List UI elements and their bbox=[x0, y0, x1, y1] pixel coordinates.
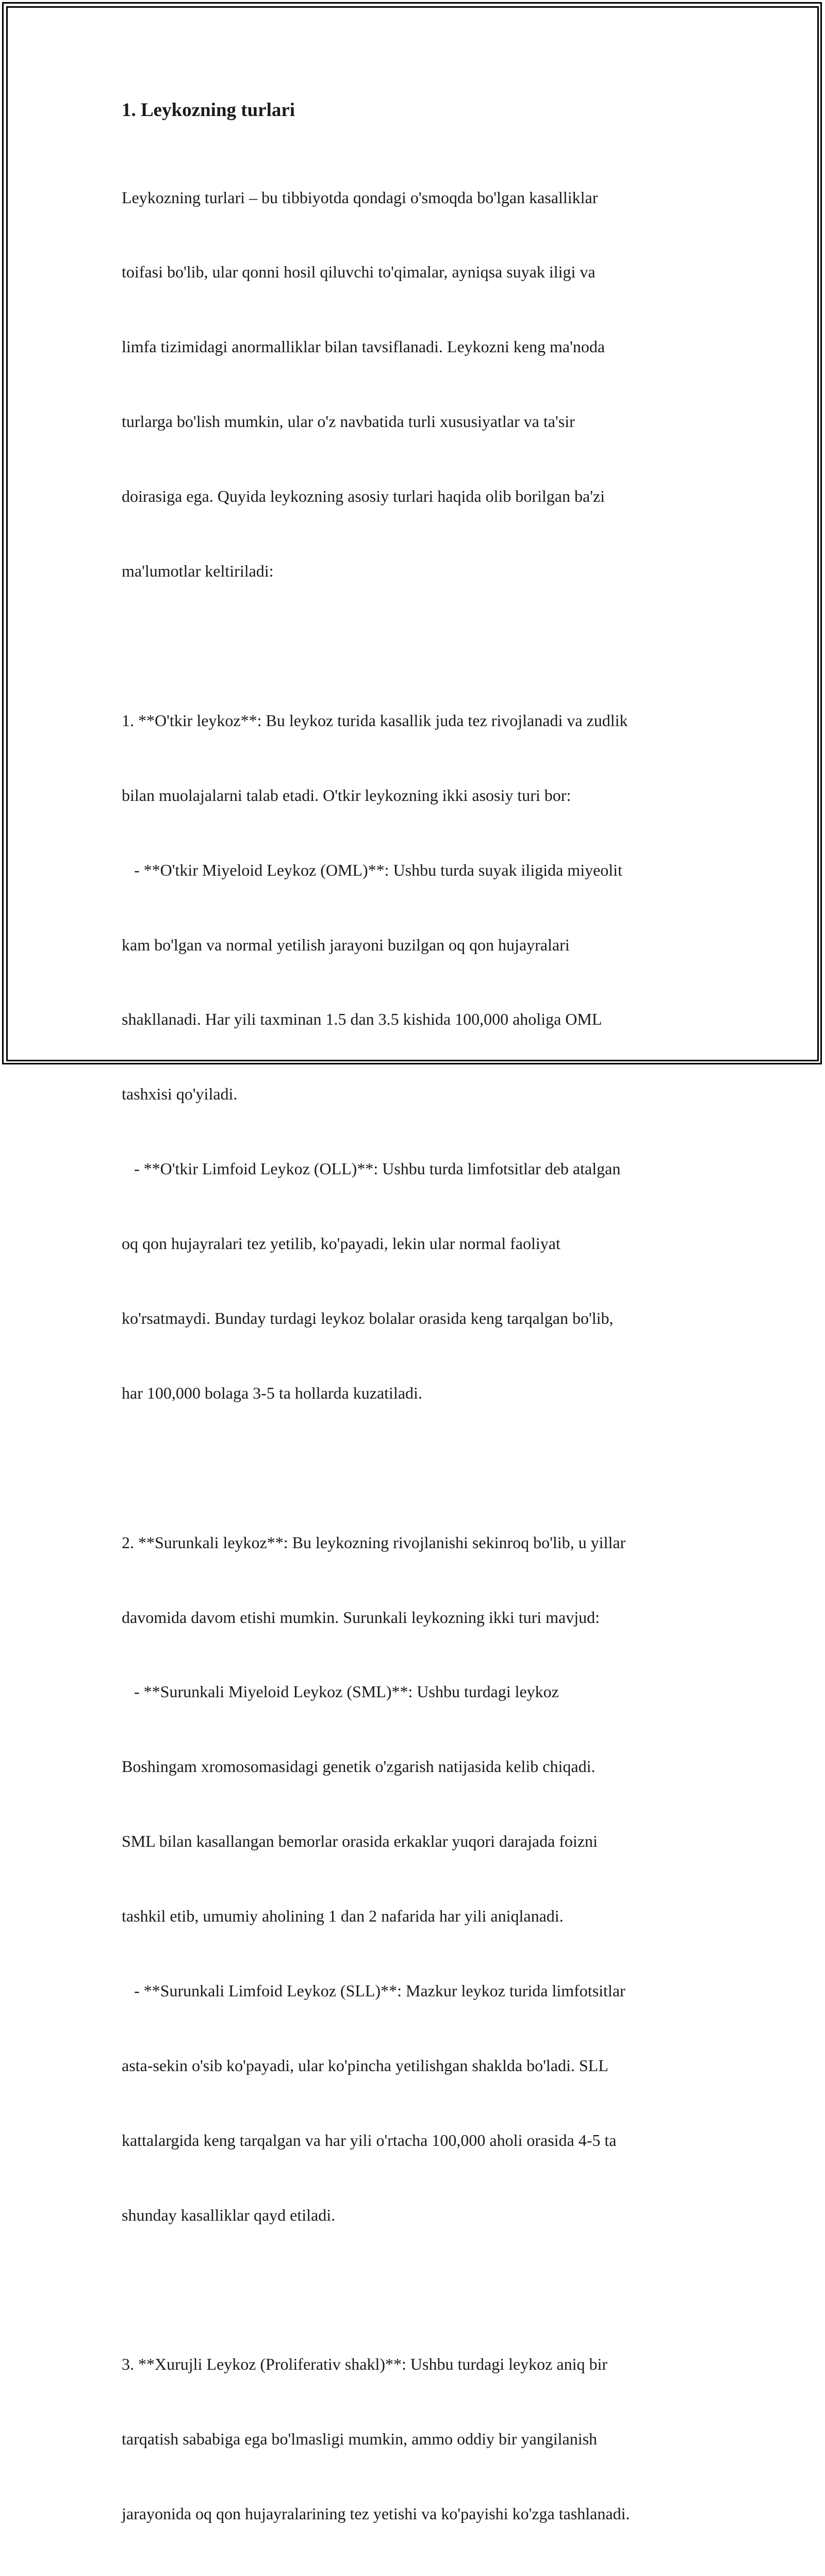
body-line: asta-sekin o'sib ko'payadi, ular ko'pincha yetilishgan shaklda bo'ladi. SLL bbox=[122, 2056, 608, 2075]
body-line: kattalargida keng tarqalgan va har yili o'rtacha 100,000 aholi orasida 4-5 ta bbox=[122, 2130, 617, 2150]
document-content bbox=[122, 97, 715, 2576]
body-line: jarayonida oq qon hujayralarining tez yetishi va ko'payishi ko'zga tashlanadi. bbox=[122, 2504, 630, 2523]
blank-line bbox=[122, 633, 715, 658]
body-line: tashkil etib, umumiy aholining 1 dan 2 nafarida har yili aniqlanadi. bbox=[122, 1907, 564, 1926]
document-body bbox=[122, 135, 715, 2576]
body-line: har 100,000 bolaga 3-5 ta hollarda kuzatiladi. bbox=[122, 1383, 422, 1402]
body-line: shunday kasalliklar qayd etiladi. bbox=[122, 2205, 336, 2224]
body-line: toifasi bo'lib, ular qonni hosil qiluvchi to'qimalar, ayniqsa suyak iligi va bbox=[122, 262, 596, 282]
body-line: Leykozning turlari – bu tibbiyotda qondagi o'smoqda bo'lgan kasalliklar bbox=[122, 188, 598, 207]
section-heading: 1. Leykozning turlari bbox=[122, 100, 295, 121]
body-line: Boshingam xromosomasidagi genetik o'zgarish natijasida kelib chiqadi. bbox=[122, 1757, 596, 1776]
body-line: ma'lumotlar keltiriladi: bbox=[122, 562, 274, 581]
body-line: davomida davom etishi mumkin. Surunkali leykozning ikki turi mavjud: bbox=[122, 1607, 600, 1627]
body-line: - **Surunkali Limfoid Leykoz (SLL)**: Mazkur leykoz turida limfotsitlar bbox=[122, 1981, 625, 2000]
body-line: tarqatish sababiga ega bo'lmasligi mumkin, ammo oddiy bir yangilanish bbox=[122, 2430, 598, 2449]
body-line: 1. **O'tkir leykoz**: Bu leykoz turida kasallik juda tez rivojlanadi va zudlik bbox=[122, 711, 628, 730]
body-line: turlarga bo'lish mumkin, ular o'z navbatida turli xususiyatlar va ta'sir bbox=[122, 412, 575, 431]
body-line: ko'rsatmaydi. Bunday turdagi leykoz bolalar orasida keng tarqalgan bo'lib, bbox=[122, 1308, 614, 1327]
body-line: bilan muolajalarni talab etadi. O'tkir leykozning ikki asosiy turi bor: bbox=[122, 785, 571, 805]
body-line: 3. **Xurujli Leykoz (Proliferativ shakl)**: Ushbu turdagi leykoz aniq bir bbox=[122, 2355, 608, 2374]
body-line: tashxisi qo'yiladi. bbox=[122, 1085, 238, 1104]
blank-line bbox=[122, 1455, 715, 1480]
body-line: SML bilan kasallangan bemorlar orasida erkaklar yuqori darajada foizni bbox=[122, 1832, 598, 1851]
body-line: oq qon hujayralari tez yetilib, ko'payadi, lekin ular normal faoliyat bbox=[122, 1234, 560, 1253]
body-line: - **Surunkali Miyeloid Leykoz (SML)**: Ushbu turdagi leykoz bbox=[122, 1682, 559, 1701]
body-line: - **O'tkir Miyeloid Leykoz (OML)**: Ushbu turda suyak iligida miyeolit bbox=[122, 860, 622, 879]
body-line: - **O'tkir Limfoid Leykoz (OLL)**: Ushbu turda limfotsitlar deb atalgan bbox=[122, 1159, 621, 1178]
body-line: limfa tizimidagi anormalliklar bilan tavsiflanadi. Leykozni keng ma'noda bbox=[122, 337, 605, 356]
body-line: kam bo'lgan va normal yetilish jarayoni buzilgan oq qon hujayralari bbox=[122, 935, 570, 954]
body-line: shakllanadi. Har yili taxminan 1.5 dan 3.5 kishida 100,000 aholiga OML bbox=[122, 1010, 602, 1029]
blank-line bbox=[122, 2277, 715, 2302]
body-line: 2. **Surunkali leykoz**: Bu leykozning rivojlanishi sekinroq bo'lib, u yillar bbox=[122, 1533, 626, 1552]
body-line: doirasiga ega. Quyida leykozning asosiy turlari haqida olib borilgan ba'zi bbox=[122, 487, 605, 506]
